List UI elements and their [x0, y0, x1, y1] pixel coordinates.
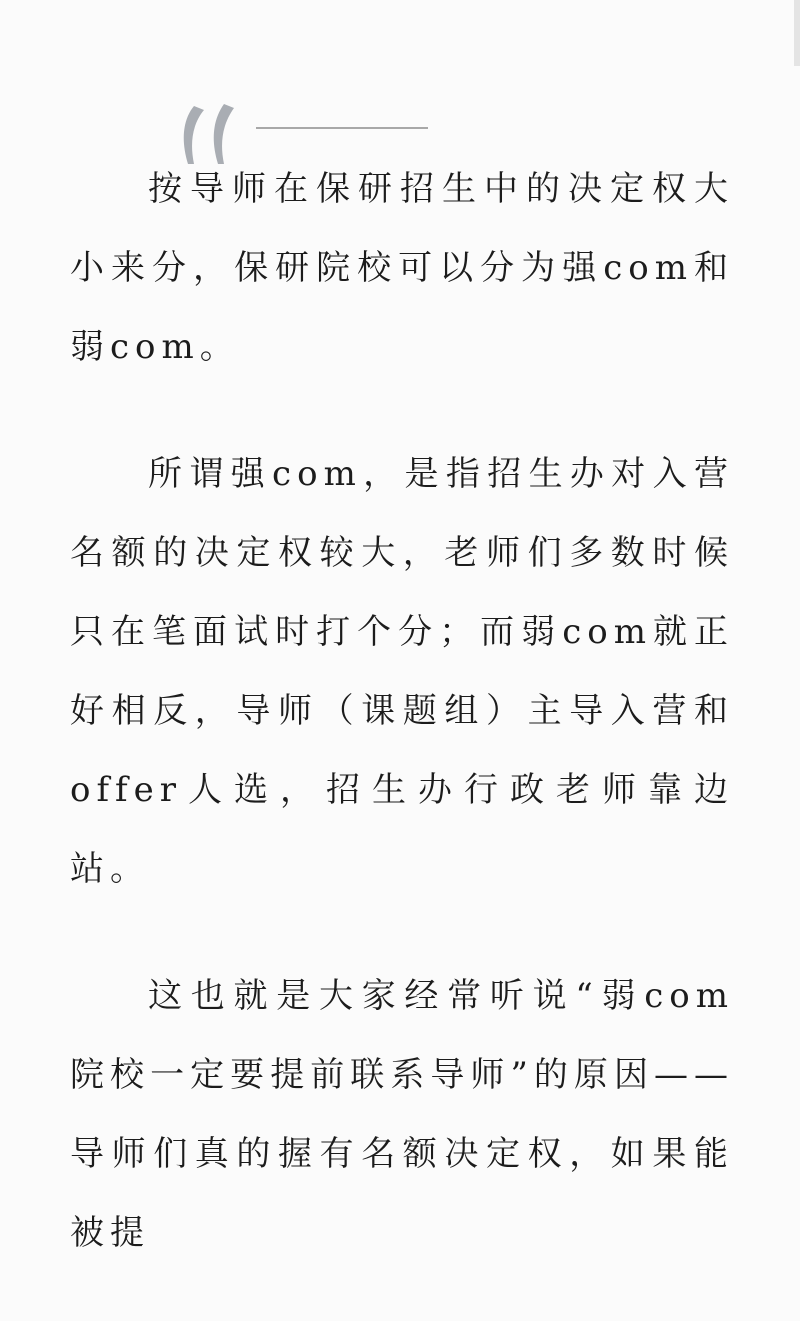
quote-divider	[256, 127, 428, 129]
paragraph-2: 所谓强com，是指招生办对入营名额的决定权较大，老师们多数时候只在笔面试时打个分；而弱com就正好相反，导师（课题组）主导入营和offer人选，招生办行政老师靠边站。	[70, 454, 734, 889]
article-body	[70, 150, 734, 1321]
scroll-edge	[794, 0, 800, 66]
paragraph-3: 这也就是大家经常听说“弱com院校一定要提前联系导师”的原因——导师们真的握有名额决定权，如果能被提	[70, 976, 734, 1253]
paragraph-1: 按导师在保研招生中的决定权大小来分，保研院校可以分为强com和弱com。	[70, 169, 734, 367]
